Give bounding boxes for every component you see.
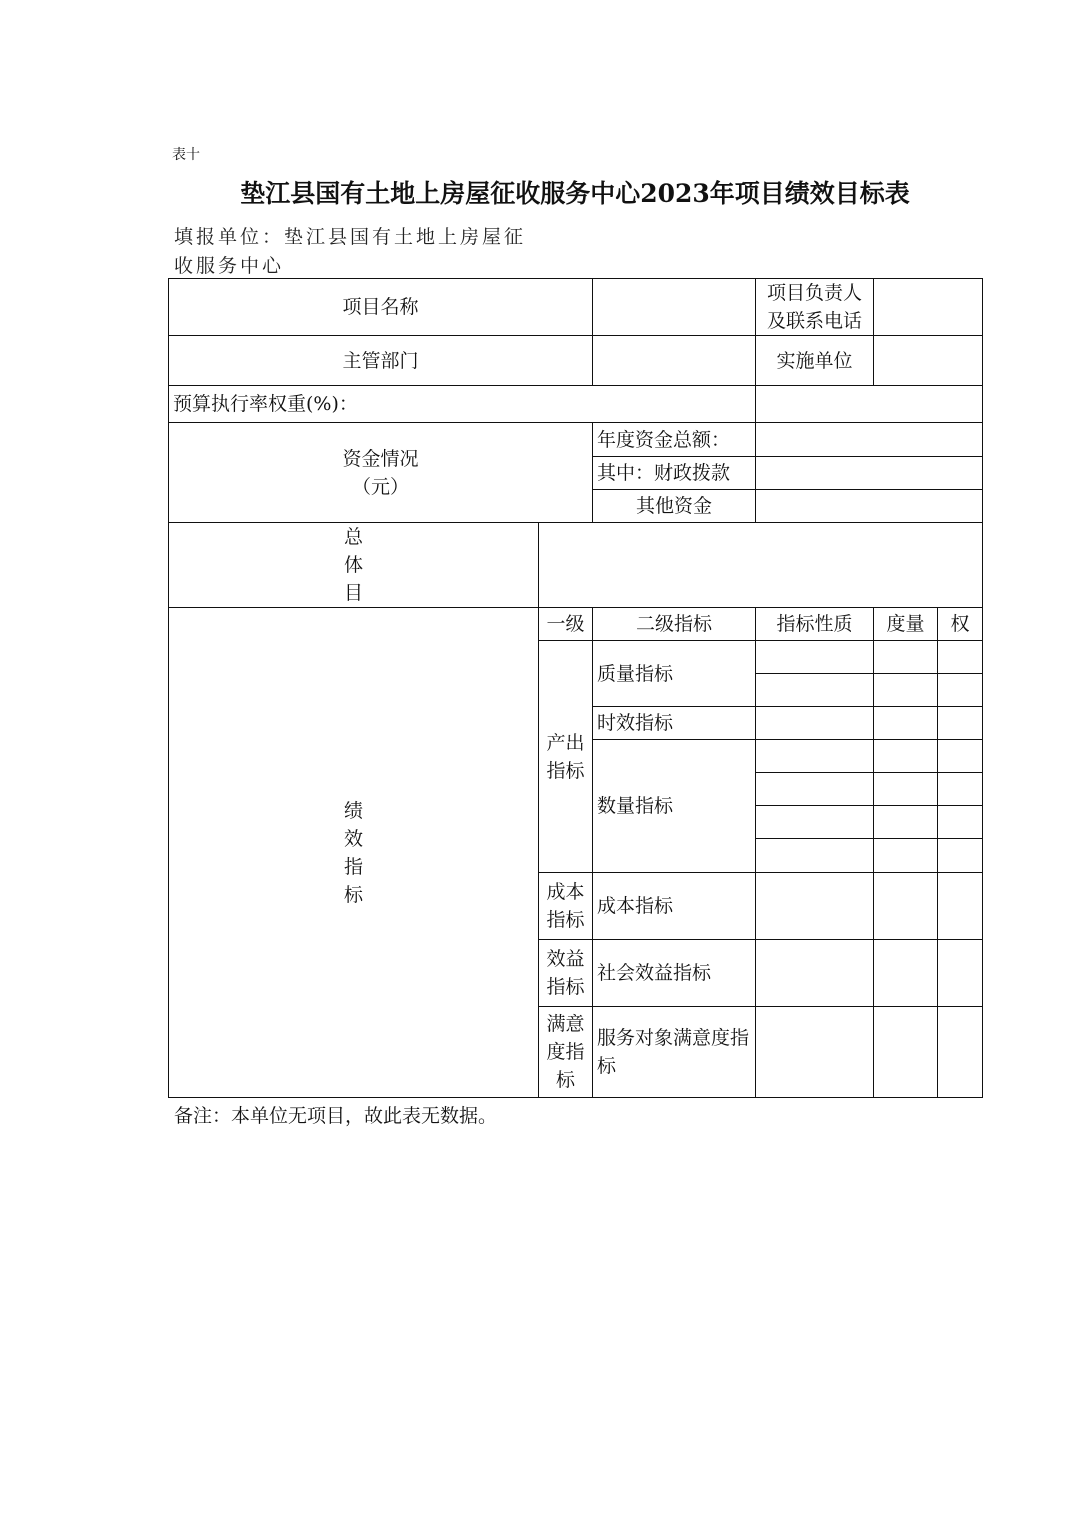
table-cell [938, 740, 983, 773]
table-cell [756, 839, 874, 873]
table-cell [938, 1007, 983, 1098]
table-cell [938, 839, 983, 873]
department-value [593, 336, 756, 386]
table-cell [756, 806, 874, 839]
col-measure-header: 度量 [874, 608, 938, 641]
other-funds-value [756, 490, 983, 523]
funds-label: 资金情况 （元） [169, 423, 593, 523]
cost-indicator-level1: 成本指标 [539, 873, 593, 940]
table-cell [756, 740, 874, 773]
annual-total-value [756, 423, 983, 457]
budget-weight-label: 预算执行率权重(%)： [169, 386, 756, 423]
table-cell [874, 806, 938, 839]
other-funds-label: 其他资金 [593, 490, 756, 523]
col-level1-header: 一级 [539, 608, 593, 641]
fiscal-value [756, 457, 983, 490]
reporting-unit-line-2: 收服务中心 [174, 255, 285, 277]
table-row [169, 423, 983, 457]
annual-total-label: 年度资金总额： [593, 423, 756, 457]
table-number-label: 表十 [172, 147, 200, 163]
table-cell [756, 873, 874, 940]
department-label: 主管部门 [169, 336, 593, 386]
table-cell [938, 806, 983, 839]
table-cell [756, 773, 874, 806]
implementer-label: 实施单位 [756, 336, 874, 386]
performance-indicators-label: 绩 效 指 标 [169, 608, 539, 1098]
col-level2-header: 二级指标 [593, 608, 756, 641]
table-cell [756, 674, 874, 707]
timeliness-indicator-label: 时效指标 [593, 707, 756, 740]
table-row [169, 336, 983, 386]
table-cell [756, 940, 874, 1007]
table-cell [938, 641, 983, 674]
budget-weight-value [756, 386, 983, 423]
implementer-value [874, 336, 983, 386]
satisfaction-indicator-level1: 满意度指标 [539, 1007, 593, 1098]
project-name-value [593, 279, 756, 336]
quantity-indicator-label: 数量指标 [593, 740, 756, 873]
table-cell [938, 940, 983, 1007]
table-cell [756, 1007, 874, 1098]
table-row [169, 279, 983, 336]
table-cell [756, 641, 874, 674]
social-benefit-indicator: 社会效益指标 [593, 940, 756, 1007]
output-indicator-label: 产出指标 [539, 641, 593, 873]
overall-goal-label: 总 体 目 [169, 523, 539, 608]
table-cell [874, 873, 938, 940]
service-satisfaction-indicator: 服务对象满意度指标 [593, 1007, 756, 1098]
project-name-label: 项目名称 [169, 279, 593, 336]
performance-target-table [168, 278, 983, 1098]
table-cell [938, 873, 983, 940]
table-cell [874, 773, 938, 806]
table-cell [938, 707, 983, 740]
table-cell [874, 740, 938, 773]
table-cell [874, 839, 938, 873]
cost-indicator-level2: 成本指标 [593, 873, 756, 940]
reporting-unit-line-1: 填报单位：垫江县国有土地上房屋征 [174, 226, 527, 248]
table-cell [756, 707, 874, 740]
col-nature-header: 指标性质 [756, 608, 874, 641]
table-row [169, 608, 983, 641]
table-cell [874, 641, 938, 674]
table-cell [874, 707, 938, 740]
project-lead-label: 项目负责人 及联系电话 [756, 279, 874, 336]
table-row [169, 523, 983, 608]
col-weight-header: 权 [938, 608, 983, 641]
table-cell [938, 674, 983, 707]
benefit-indicator-level1: 效益指标 [539, 940, 593, 1007]
table-cell [874, 1007, 938, 1098]
table-cell [874, 940, 938, 1007]
quality-indicator-label: 质量指标 [593, 641, 756, 707]
table-cell [938, 773, 983, 806]
remark-note: 备注：本单位无项目，故此表无数据。 [174, 1105, 498, 1127]
table-row [169, 386, 983, 423]
document-title: 垫江县国有土地上房屋征收服务中心2023年项目绩效目标表 [240, 179, 910, 208]
overall-goal-value [539, 523, 983, 608]
table-cell [874, 674, 938, 707]
project-lead-value [874, 279, 983, 336]
fiscal-label: 其中：财政拨款 [593, 457, 756, 490]
